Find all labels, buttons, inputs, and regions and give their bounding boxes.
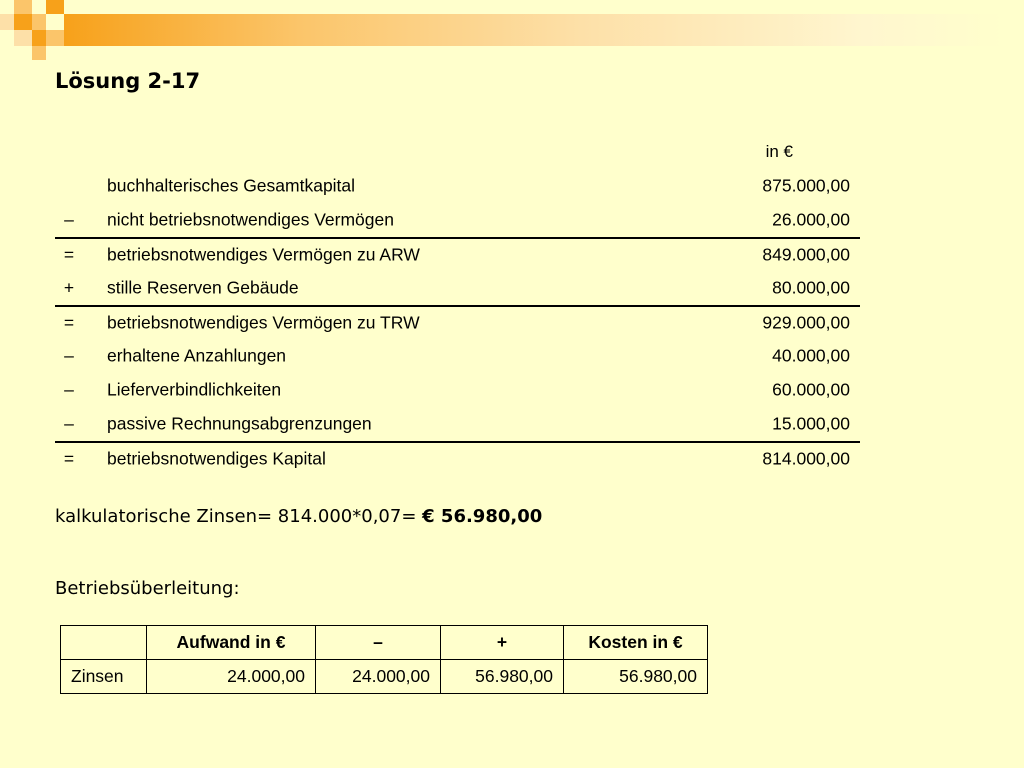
header-cell-aufwand: Aufwand in € xyxy=(147,626,316,660)
header-cell-minus: – xyxy=(316,626,441,660)
calc-label: buchhalterisches Gesamtkapital xyxy=(107,175,356,196)
deco-square xyxy=(32,30,46,46)
reconciliation-title: Betriebsüberleitung: xyxy=(55,578,240,599)
calc-label: passive Rechnungsabgrenzungen xyxy=(107,413,372,434)
calc-operator: – xyxy=(64,209,74,230)
header-cell-kosten: Kosten in € xyxy=(564,626,708,660)
calc-row xyxy=(55,441,860,475)
calc-amount: 60.000,00 xyxy=(772,379,850,400)
deco-square xyxy=(14,0,32,14)
calc-amount: 849.000,00 xyxy=(762,244,850,265)
calc-row xyxy=(55,339,860,373)
deco-square xyxy=(14,14,32,30)
aufwand-value: 24.000,00 xyxy=(147,660,316,694)
calc-row xyxy=(55,169,860,203)
calc-label: nicht betriebsnotwendiges Vermögen xyxy=(107,209,394,230)
row-label: Zinsen xyxy=(61,660,147,694)
calc-operator: – xyxy=(64,413,74,434)
calc-row xyxy=(55,373,860,407)
deco-square xyxy=(46,0,64,14)
deco-square xyxy=(32,14,46,30)
calc-row xyxy=(55,203,860,237)
calc-operator: = xyxy=(63,312,75,333)
page-title: Lösung 2-17 xyxy=(55,69,201,93)
deco-square xyxy=(14,30,32,46)
header-cell-blank xyxy=(61,626,147,660)
calc-amount: 80.000,00 xyxy=(772,277,850,298)
calc-amount: 40.000,00 xyxy=(772,345,850,366)
calc-amount: 875.000,00 xyxy=(762,175,850,196)
reconciliation-header-row xyxy=(61,626,708,660)
formula-result: € 56.980,00 xyxy=(422,506,543,527)
deco-square xyxy=(32,46,46,60)
calc-label: erhaltene Anzahlungen xyxy=(107,345,287,366)
calc-amount: 929.000,00 xyxy=(762,312,850,333)
calc-label: betriebsnotwendiges Kapital xyxy=(107,448,326,469)
calc-operator: = xyxy=(63,244,75,265)
calc-header xyxy=(55,134,860,169)
minus-value: 24.000,00 xyxy=(316,660,441,694)
kosten-value: 56.980,00 xyxy=(564,660,708,694)
unit-header: in € xyxy=(765,142,793,161)
calc-label: Lieferverbindlichkeiten xyxy=(107,379,282,400)
calc-label: stille Reserven Gebäude xyxy=(107,277,299,298)
plus-value: 56.980,00 xyxy=(441,660,564,694)
calc-row xyxy=(55,271,860,305)
deco-square xyxy=(46,30,64,46)
deco-square xyxy=(0,14,14,30)
calc-operator: – xyxy=(64,345,74,366)
calc-amount: 15.000,00 xyxy=(772,413,850,434)
calc-amount: 814.000,00 xyxy=(762,448,850,469)
capital-calculation-table xyxy=(55,134,860,475)
calc-label: betriebsnotwendiges Vermögen zu TRW xyxy=(107,312,420,333)
calc-amount: 26.000,00 xyxy=(772,209,850,230)
calc-operator: + xyxy=(63,277,75,298)
calc-row xyxy=(55,305,860,339)
calc-operator: = xyxy=(63,448,75,469)
deco-gradient-bar xyxy=(64,14,1004,46)
header-decoration xyxy=(0,0,1024,62)
interest-formula xyxy=(55,506,542,527)
calc-label: betriebsnotwendiges Vermögen zu ARW xyxy=(107,244,420,265)
calc-row xyxy=(55,407,860,441)
formula-text: kalkulatorische Zinsen= 814.000*0,07= xyxy=(55,506,423,527)
calc-row xyxy=(55,237,860,271)
calc-operator: – xyxy=(64,379,74,400)
header-cell-plus: + xyxy=(441,626,564,660)
reconciliation-table xyxy=(60,625,708,694)
reconciliation-row xyxy=(61,660,708,694)
